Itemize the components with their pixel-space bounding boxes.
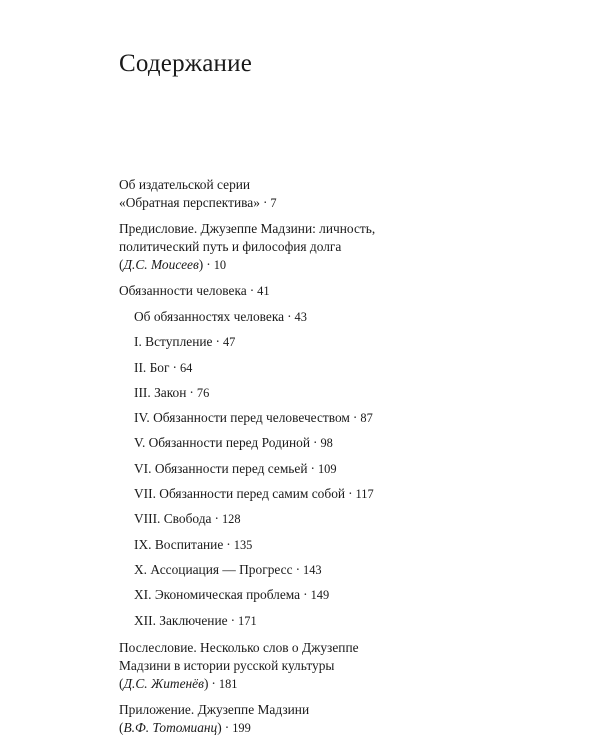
- toc-entry-title-line: Предисловие. Джузеппе Мадзини: личность,: [119, 221, 376, 236]
- separator-dot: ·: [310, 460, 315, 476]
- chapter-title: IV. Обязанности перед человечеством: [134, 410, 350, 426]
- chapter-title: X. Ассоциация — Прогресс: [134, 561, 293, 577]
- toc-entry-title: Обязанности человека: [119, 283, 247, 298]
- page-number: 64: [179, 360, 193, 375]
- page-number: 87: [360, 411, 373, 426]
- toc-entry-title-line: «Обратная перспектива»: [119, 195, 260, 210]
- separator-dot: ·: [352, 410, 358, 426]
- chapter-title: VI. Обязанности перед семьей: [134, 460, 308, 476]
- chapter-title: IX. Воспитание: [134, 536, 224, 552]
- separator-dot: ·: [172, 359, 177, 375]
- separator-dot: ·: [303, 587, 308, 603]
- page-title: Содержание: [119, 50, 252, 77]
- separator-dot: ·: [206, 257, 211, 272]
- page-number: 135: [233, 537, 253, 552]
- toc-chapter-entry[interactable]: [119, 485, 559, 503]
- toc-entry-title-line: Мадзини в истории русской культуры: [119, 657, 335, 673]
- toc-chapter-entry[interactable]: [119, 333, 559, 351]
- toc-entry-main-work[interactable]: [119, 282, 559, 300]
- toc-chapter-entry[interactable]: [119, 384, 559, 402]
- page-number: 199: [232, 720, 251, 735]
- page-number: 109: [317, 461, 337, 476]
- toc-chapter-entry[interactable]: [119, 536, 559, 554]
- chapter-title: Об обязанностях человека: [134, 309, 285, 324]
- toc-entry-preface[interactable]: Предисловие. Джузеппе Мадзини: личность, политический путь и философия долга (Д.С. Моисеев) · 10: [119, 221, 376, 272]
- separator-dot: ·: [287, 309, 292, 324]
- toc-chapter-entry[interactable]: [119, 409, 559, 427]
- page-number: 7: [270, 196, 277, 210]
- chapter-title: VII. Обязанности перед самим собой: [134, 486, 346, 502]
- chapter-title: II. Бог: [134, 359, 170, 375]
- separator-dot: ·: [313, 435, 318, 451]
- toc-chapter-entry[interactable]: [119, 434, 559, 452]
- chapter-title: III. Закон: [134, 384, 187, 400]
- separator-dot: ·: [226, 536, 231, 552]
- separator-dot: ·: [295, 561, 301, 577]
- toc-entry-appendix[interactable]: Приложение. Джузеппе Мадзини (В.Ф. Тотомианц) · 199: [119, 701, 310, 735]
- separator-dot: ·: [262, 195, 268, 210]
- toc-entry-title-line: Об издательской серии: [119, 177, 251, 192]
- toc-chapter-entry[interactable]: [119, 460, 559, 478]
- toc-chapter-entry[interactable]: [119, 612, 559, 630]
- page-number: 171: [238, 613, 257, 628]
- separator-dot: ·: [348, 486, 353, 502]
- chapter-list: [119, 308, 559, 630]
- toc-entry-afterword[interactable]: Послесловие. Несколько слов о Джузеппе Мадзини в истории русской культуры (Д.С. Житенёв) · 181: [119, 639, 359, 691]
- toc-entry-title-line: политический путь и философия долга: [119, 239, 342, 254]
- toc-chapter-entry[interactable]: [119, 308, 559, 326]
- page-number: 76: [196, 385, 210, 400]
- chapter-title: I. Вступление: [134, 334, 213, 350]
- page-number: 47: [222, 335, 236, 350]
- toc-chapter-entry[interactable]: [119, 561, 559, 579]
- page-number: 149: [310, 588, 330, 603]
- page-number: 181: [218, 676, 238, 691]
- page-number: 98: [320, 436, 333, 451]
- page-number: 43: [294, 310, 307, 324]
- chapter-title: XI. Экономическая проблема: [134, 587, 301, 603]
- toc-chapter-entry[interactable]: [119, 510, 559, 528]
- page-number: 143: [303, 562, 322, 577]
- page-number: 128: [221, 512, 241, 527]
- toc-chapter-entry[interactable]: [119, 586, 559, 604]
- chapter-title: V. Обязанности перед Родиной: [134, 435, 311, 451]
- chapter-title: XII. Заключение: [134, 612, 228, 628]
- author-name: Д.С. Житенёв: [123, 675, 204, 691]
- toc-entry-title-line: Приложение. Джузеппе Мадзини: [119, 701, 310, 717]
- author-name: В.Ф. Тотомианц: [123, 719, 218, 735]
- page-number: 41: [257, 284, 270, 298]
- toc-chapter-entry[interactable]: [119, 359, 559, 377]
- page-number: 117: [355, 487, 374, 502]
- separator-dot: ·: [211, 675, 216, 691]
- separator-dot: ·: [224, 719, 230, 735]
- separator-dot: ·: [189, 384, 194, 400]
- page-number: 10: [213, 258, 227, 272]
- separator-dot: ·: [249, 283, 255, 298]
- separator-dot: ·: [230, 612, 236, 628]
- chapter-title: VIII. Свобода: [134, 511, 212, 527]
- toc-entry-title-line: Послесловие. Несколько слов о Джузеппе: [119, 639, 359, 655]
- separator-dot: ·: [214, 511, 219, 527]
- table-of-contents: [119, 176, 559, 745]
- separator-dot: ·: [215, 334, 220, 350]
- toc-entry-series[interactable]: [119, 176, 559, 212]
- author-name: Д.С. Моисеев: [123, 257, 199, 272]
